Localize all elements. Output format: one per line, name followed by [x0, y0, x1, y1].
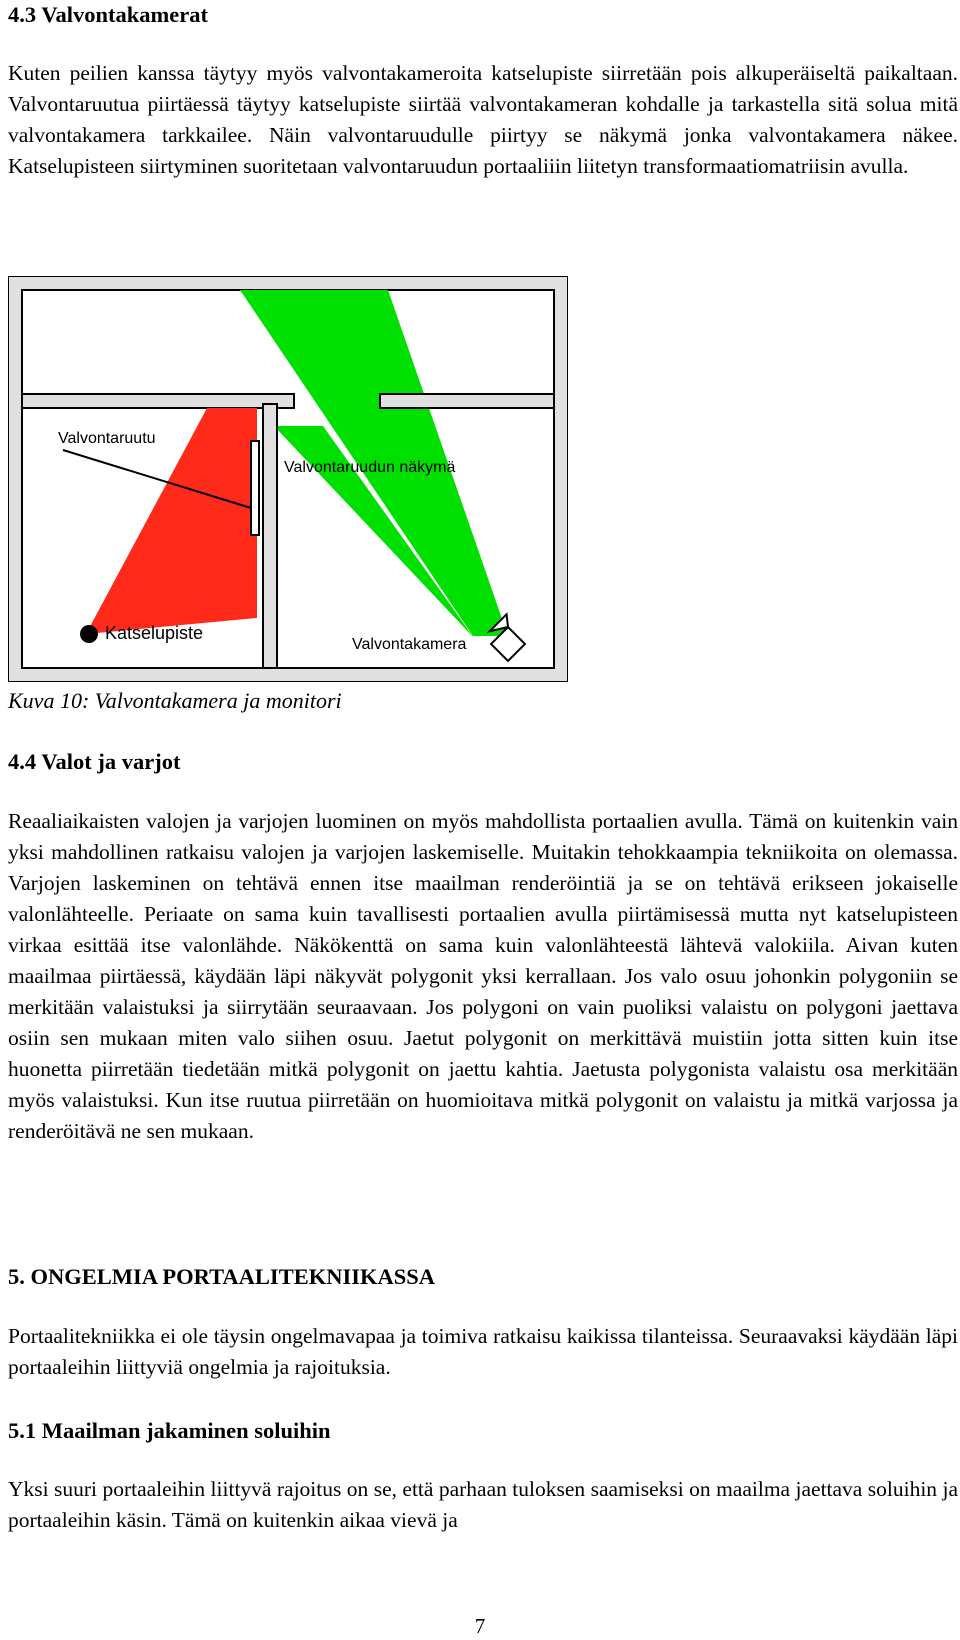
label-valvontaruutu: Valvontaruutu: [58, 430, 156, 447]
inner-wall-top-right: [380, 394, 554, 408]
inner-wall-top-left: [22, 394, 294, 408]
paragraph-5-1: Yksi suuri portaaleihin liittyvä rajoitus on se, että parhaan tuloksen saamiseksi on maailma jaettava soluihin ja portaaleihin käsin. Tämä on kuitenkin aikaa vievä ja: [8, 1477, 958, 1532]
monitor-screen: [251, 441, 259, 535]
paragraph-4-3: Kuten peilien kanssa täytyy myös valvontakameroita katselupiste siirretään pois alkuperäiseltä paikaltaan. Valvontaruutua piirtäessä täytyy katselupiste siirtää valvontakameran kohdalle ja tarkastella sitä solua mitä valvontakamera tarkkailee. Näin valvontaruudulle piirtyy se näkymä jonka valvontakamera näkee. Katselupisteen siirtyminen suoritetaan valvontaruudun portaaliiin liitetyn transformaatiomatriisin avulla.: [8, 61, 958, 178]
label-katselupiste: Katselupiste: [105, 623, 204, 643]
label-valvontakamera: Valvontakamera: [352, 636, 467, 653]
label-valvontaruudun-nakyma: Valvontaruudun näkymä: [284, 459, 456, 476]
paragraph-5: Portaalitekniikka ei ole täysin ongelmavapaa ja toimiva ratkaisu kaikissa tilanteissa. Seuraavaksi käydään läpi portaaleihin liittyviä ongelmia ja rajoituksia.: [8, 1324, 958, 1379]
page-number: 7: [474, 1614, 486, 1638]
figure-camera-monitor: [8, 276, 568, 682]
viewpoint-dot: [80, 625, 98, 643]
section-heading-5: 5. ONGELMIA PORTAALITEKNIIKASSA: [8, 1264, 435, 1289]
section-heading-4-4: 4.4 Valot ja varjot: [8, 749, 181, 774]
partition-wall: [263, 404, 277, 668]
section-heading-5-1: 5.1 Maailman jakaminen soluihin: [8, 1418, 331, 1443]
section-heading-4-3: 4.3 Valvontakamerat: [8, 2, 209, 27]
figure-caption: Kuva 10: Valvontakamera ja monitori: [8, 688, 342, 713]
paragraph-4-4: Reaaliaikaisten valojen ja varjojen luominen on myös mahdollista portaalien avulla. Tämä on kuitenkin vain yksi mahdollinen ratkaisu valojen ja varjojen laskemiselle. Muitakin tehokkaampia tekniikoita on olemassa. Varjojen laskeminen on tehtävä ennen itse maailman renderöintiä ja se on tehtävä erikseen jokaiselle valonlähteelle. Periaate on sama kuin tavallisesti portaalien avulla piirtämisessä mutta nyt katselupisteen virkaa esittää itse valonlähde. Näkökenttä on sama kuin valonlähteestä lähtevä valokiila. Aivan kuten maailmaa piirtäessä, käydään läpi näkyvät polygonit yksi kerrallaan. Jos valo osuu johonkin polygoniin se merkitään valaistuksi ja siirrytään seuraavaan. Jos polygoni on vain puoliksi valaistu on polygoni jaettava osiin sen mukaan miten valo siihen osuu. Jaetut polygonit on merkittävä muistiin jotta sitten kuin itse huonetta piirretään tiedetään mitkä polygonit on jaettu kahtia. Jaetusta polygonista valaistu osa merkitään myös valaistuksi. Kun itse ruutua piirretään on huomioitava mitkä polygonit on valaistu ja mitkä varjossa ja renderöitävä ne sen mukaan.: [8, 809, 958, 1143]
